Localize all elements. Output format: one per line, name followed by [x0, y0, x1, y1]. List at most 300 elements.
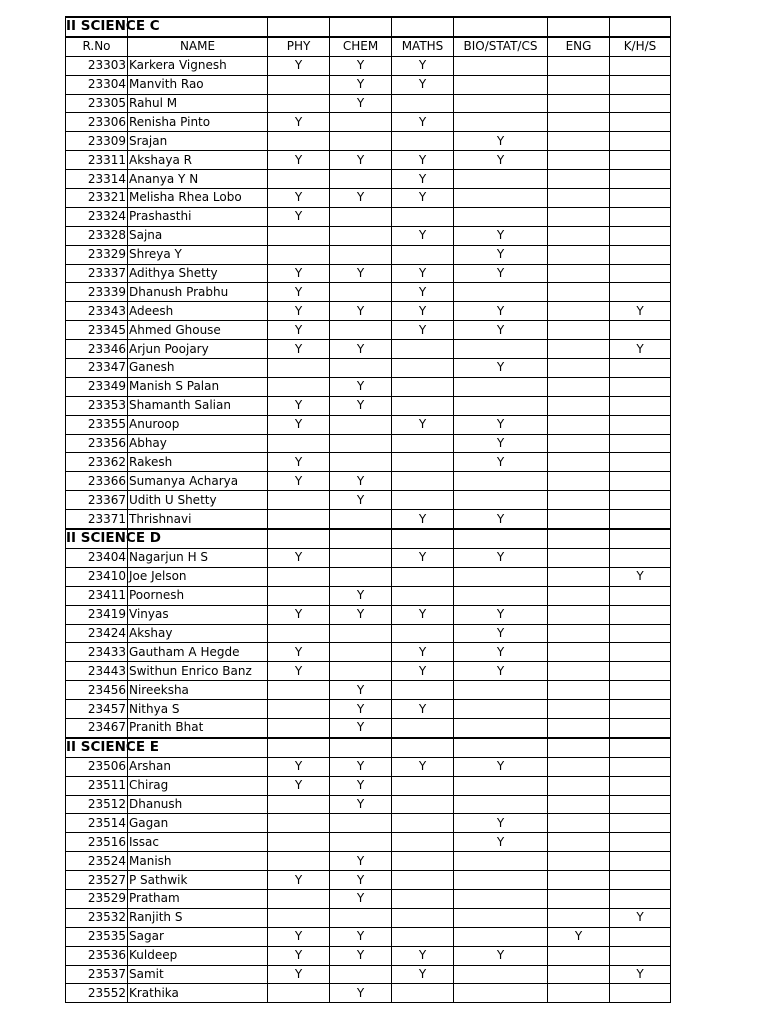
subject-mark: Y	[268, 321, 330, 340]
student-name: Sumanya Acharya	[128, 472, 268, 491]
subject-mark: Y	[610, 340, 671, 359]
roll-number: 23314	[66, 170, 128, 189]
subject-mark: Y	[268, 207, 330, 226]
subject-mark: Y	[454, 321, 548, 340]
subject-mark: Y	[330, 264, 392, 283]
roll-number: 23329	[66, 245, 128, 264]
subject-mark	[454, 207, 548, 226]
student-name: Melisha Rhea Lobo	[128, 189, 268, 208]
subject-mark	[610, 453, 671, 472]
subject-mark	[392, 927, 454, 946]
student-row	[66, 396, 671, 415]
roll-number: 23362	[66, 453, 128, 472]
roll-number: 23506	[66, 757, 128, 776]
student-row	[66, 510, 671, 529]
roll-number: 23366	[66, 472, 128, 491]
subject-mark: Y	[392, 946, 454, 965]
subject-mark: Y	[330, 472, 392, 491]
student-name: Srajan	[128, 132, 268, 151]
subject-mark	[330, 207, 392, 226]
subject-mark: Y	[454, 245, 548, 264]
subject-mark	[610, 662, 671, 681]
subject-mark	[548, 340, 610, 359]
subject-mark: Y	[392, 151, 454, 170]
subject-mark	[268, 170, 330, 189]
subject-selection-sheet	[65, 16, 671, 1003]
subject-mark	[610, 814, 671, 833]
subject-mark: Y	[268, 340, 330, 359]
subject-mark	[548, 302, 610, 321]
roll-number: 23424	[66, 624, 128, 643]
subject-mark	[330, 415, 392, 434]
subject-mark: Y	[454, 605, 548, 624]
subject-mark	[548, 757, 610, 776]
student-row	[66, 434, 671, 453]
subject-mark: Y	[392, 283, 454, 302]
roll-number: 23433	[66, 643, 128, 662]
subject-mark: Y	[610, 302, 671, 321]
student-row	[66, 113, 671, 132]
empty-cell	[548, 17, 610, 37]
subject-mark	[548, 889, 610, 908]
student-name: Rahul M	[128, 94, 268, 113]
subject-mark: Y	[392, 415, 454, 434]
subject-mark	[392, 453, 454, 472]
subject-mark: Y	[268, 264, 330, 283]
subject-mark	[330, 132, 392, 151]
subject-mark: Y	[454, 510, 548, 529]
subject-mark: Y	[330, 889, 392, 908]
subject-mark	[548, 681, 610, 700]
subject-mark	[268, 624, 330, 643]
subject-mark: Y	[330, 302, 392, 321]
student-row	[66, 283, 671, 302]
subject-mark	[454, 927, 548, 946]
subject-mark	[268, 718, 330, 737]
student-name: P Sathwik	[128, 871, 268, 890]
student-row	[66, 472, 671, 491]
student-name: Anuroop	[128, 415, 268, 434]
subject-mark	[548, 472, 610, 491]
subject-mark	[548, 908, 610, 927]
roll-number: 23356	[66, 434, 128, 453]
student-name: Arshan	[128, 757, 268, 776]
roll-number: 23304	[66, 75, 128, 94]
subject-mark: Y	[268, 643, 330, 662]
subject-mark: Y	[268, 151, 330, 170]
subject-mark	[610, 491, 671, 510]
student-row	[66, 946, 671, 965]
subject-mark	[454, 700, 548, 719]
roll-number: 23419	[66, 605, 128, 624]
subject-mark	[610, 700, 671, 719]
subject-mark	[548, 662, 610, 681]
subject-mark	[392, 94, 454, 113]
subject-mark	[454, 852, 548, 871]
student-name: Swithun Enrico Banz	[128, 662, 268, 681]
student-name: Abhay	[128, 434, 268, 453]
subject-mark: Y	[268, 605, 330, 624]
subject-mark	[548, 359, 610, 378]
subject-mark: Y	[392, 643, 454, 662]
subject-mark	[392, 340, 454, 359]
subject-mark: Y	[392, 302, 454, 321]
student-name: Akshaya R	[128, 151, 268, 170]
subject-mark	[392, 377, 454, 396]
subject-mark	[548, 491, 610, 510]
subject-mark: Y	[330, 396, 392, 415]
roll-number: 23347	[66, 359, 128, 378]
subject-mark: Y	[330, 681, 392, 700]
subject-mark	[548, 852, 610, 871]
subject-mark	[392, 624, 454, 643]
subject-mark	[610, 226, 671, 245]
subject-mark: Y	[454, 302, 548, 321]
student-row	[66, 624, 671, 643]
student-name: Vinyas	[128, 605, 268, 624]
subject-mark	[454, 567, 548, 586]
subject-mark	[548, 871, 610, 890]
subject-mark	[330, 359, 392, 378]
section-title-row	[66, 17, 671, 37]
student-name: Manish	[128, 852, 268, 871]
subject-mark: Y	[268, 56, 330, 75]
subject-mark	[548, 605, 610, 624]
subject-mark: Y	[330, 700, 392, 719]
subject-mark	[548, 321, 610, 340]
student-name: Rakesh	[128, 453, 268, 472]
subject-mark	[610, 151, 671, 170]
student-row	[66, 548, 671, 567]
subject-mark	[610, 264, 671, 283]
subject-mark	[454, 56, 548, 75]
empty-cell	[548, 529, 610, 548]
subject-mark: Y	[392, 700, 454, 719]
subject-mark	[268, 245, 330, 264]
student-name: Adithya Shetty	[128, 264, 268, 283]
subject-mark: Y	[392, 757, 454, 776]
subject-mark: Y	[454, 132, 548, 151]
student-row	[66, 662, 671, 681]
empty-cell	[268, 738, 330, 757]
subject-mark	[610, 245, 671, 264]
subject-mark	[548, 965, 610, 984]
section-title: II SCIENCE C	[66, 17, 128, 37]
subject-mark	[268, 852, 330, 871]
subject-mark	[610, 984, 671, 1003]
subject-mark	[548, 643, 610, 662]
roll-number: 23457	[66, 700, 128, 719]
subject-mark	[548, 814, 610, 833]
subject-mark	[392, 491, 454, 510]
subject-mark	[330, 814, 392, 833]
subject-mark	[610, 795, 671, 814]
subject-mark: Y	[454, 814, 548, 833]
subject-mark: Y	[392, 189, 454, 208]
subject-mark	[454, 984, 548, 1003]
student-row	[66, 189, 671, 208]
roll-number: 23514	[66, 814, 128, 833]
subject-mark	[610, 946, 671, 965]
student-name: Manvith Rao	[128, 75, 268, 94]
subject-mark	[330, 453, 392, 472]
student-row	[66, 151, 671, 170]
student-row	[66, 415, 671, 434]
subject-mark: Y	[268, 757, 330, 776]
subject-mark: Y	[268, 548, 330, 567]
student-row	[66, 852, 671, 871]
subject-mark	[330, 510, 392, 529]
subject-mark	[392, 889, 454, 908]
student-name: Gautham A Hegde	[128, 643, 268, 662]
roll-number: 23306	[66, 113, 128, 132]
subject-mark	[268, 700, 330, 719]
subject-mark	[548, 434, 610, 453]
subject-mark: Y	[330, 757, 392, 776]
student-row	[66, 984, 671, 1003]
subject-mark	[330, 833, 392, 852]
subject-mark	[610, 189, 671, 208]
column-header-row	[66, 37, 671, 56]
subject-mark	[610, 434, 671, 453]
subject-mark	[610, 605, 671, 624]
subject-mark	[392, 833, 454, 852]
subject-mark: Y	[454, 434, 548, 453]
roll-number: 23467	[66, 718, 128, 737]
subject-mark	[610, 113, 671, 132]
subject-mark	[610, 359, 671, 378]
subject-mark	[330, 226, 392, 245]
column-header: ENG	[548, 37, 610, 56]
subject-mark	[548, 946, 610, 965]
subject-mark: Y	[330, 871, 392, 890]
roll-number: 23511	[66, 776, 128, 795]
student-row	[66, 245, 671, 264]
subject-mark: Y	[392, 321, 454, 340]
subject-mark: Y	[268, 453, 330, 472]
subject-mark: Y	[268, 946, 330, 965]
subject-mark	[548, 396, 610, 415]
subject-mark	[548, 510, 610, 529]
column-header: PHY	[268, 37, 330, 56]
student-name: Nithya S	[128, 700, 268, 719]
subject-mark: Y	[268, 396, 330, 415]
empty-cell	[392, 529, 454, 548]
student-row	[66, 302, 671, 321]
subject-mark	[610, 776, 671, 795]
student-name: Joe Jelson	[128, 567, 268, 586]
subject-mark	[454, 491, 548, 510]
student-row	[66, 776, 671, 795]
roll-number: 23552	[66, 984, 128, 1003]
student-row	[66, 377, 671, 396]
student-row	[66, 207, 671, 226]
roll-number: 23411	[66, 586, 128, 605]
subject-mark: Y	[330, 56, 392, 75]
subject-mark	[548, 624, 610, 643]
subject-mark: Y	[330, 795, 392, 814]
roll-number: 23355	[66, 415, 128, 434]
subject-mark	[392, 814, 454, 833]
subject-mark	[454, 908, 548, 927]
subject-mark: Y	[330, 776, 392, 795]
roll-number: 23311	[66, 151, 128, 170]
subject-mark: Y	[610, 908, 671, 927]
empty-cell	[268, 17, 330, 37]
student-row	[66, 965, 671, 984]
subject-mark	[610, 927, 671, 946]
subject-mark	[454, 94, 548, 113]
subject-mark	[548, 415, 610, 434]
subject-mark: Y	[454, 226, 548, 245]
student-row	[66, 927, 671, 946]
subject-mark	[548, 226, 610, 245]
subject-mark	[610, 681, 671, 700]
subject-mark: Y	[454, 833, 548, 852]
student-row	[66, 75, 671, 94]
subject-mark	[548, 548, 610, 567]
empty-cell	[610, 17, 671, 37]
subject-mark	[610, 586, 671, 605]
roll-number: 23532	[66, 908, 128, 927]
subject-mark	[454, 871, 548, 890]
empty-cell	[610, 738, 671, 757]
student-row	[66, 814, 671, 833]
subject-mark	[610, 510, 671, 529]
subject-mark: Y	[392, 75, 454, 94]
student-row	[66, 359, 671, 378]
section-title-row	[66, 738, 671, 757]
student-name: Arjun Poojary	[128, 340, 268, 359]
subject-mark: Y	[454, 359, 548, 378]
subject-mark	[392, 567, 454, 586]
student-name: Nireeksha	[128, 681, 268, 700]
subject-mark: Y	[454, 453, 548, 472]
subject-mark	[330, 548, 392, 567]
subject-mark	[454, 75, 548, 94]
subject-mark	[610, 75, 671, 94]
subject-mark	[610, 132, 671, 151]
roll-number: 23404	[66, 548, 128, 567]
empty-cell	[330, 529, 392, 548]
subject-mark	[392, 472, 454, 491]
subject-mark	[454, 718, 548, 737]
subject-mark	[330, 965, 392, 984]
student-row	[66, 453, 671, 472]
roll-number: 23346	[66, 340, 128, 359]
subject-mark	[330, 113, 392, 132]
subject-mark: Y	[392, 965, 454, 984]
student-row	[66, 226, 671, 245]
student-row	[66, 132, 671, 151]
subject-mark	[610, 472, 671, 491]
subject-mark: Y	[610, 567, 671, 586]
column-header: MATHS	[392, 37, 454, 56]
student-name: Sajna	[128, 226, 268, 245]
section-title: II SCIENCE E	[66, 739, 159, 756]
subject-mark: Y	[330, 718, 392, 737]
subject-mark	[454, 776, 548, 795]
subject-mark: Y	[268, 927, 330, 946]
subject-mark	[268, 510, 330, 529]
student-row	[66, 681, 671, 700]
student-row	[66, 757, 671, 776]
subject-mark: Y	[330, 927, 392, 946]
roll-number: 23321	[66, 189, 128, 208]
subject-mark: Y	[454, 662, 548, 681]
subject-mark	[392, 871, 454, 890]
student-name: Karkera Vignesh	[128, 56, 268, 75]
subject-mark	[610, 718, 671, 737]
subject-mark	[454, 377, 548, 396]
student-row	[66, 605, 671, 624]
subject-mark	[454, 340, 548, 359]
subject-mark: Y	[330, 852, 392, 871]
student-name: Pratham	[128, 889, 268, 908]
student-row	[66, 170, 671, 189]
subject-mark: Y	[330, 491, 392, 510]
student-name: Renisha Pinto	[128, 113, 268, 132]
student-row	[66, 321, 671, 340]
student-row	[66, 795, 671, 814]
subject-mark	[548, 151, 610, 170]
subject-mark	[548, 453, 610, 472]
subject-mark	[548, 718, 610, 737]
subject-mark: Y	[392, 170, 454, 189]
subject-mark: Y	[268, 283, 330, 302]
roll-number: 23349	[66, 377, 128, 396]
roll-number: 23339	[66, 283, 128, 302]
roll-number: 23345	[66, 321, 128, 340]
subject-mark	[454, 170, 548, 189]
subject-mark: Y	[330, 75, 392, 94]
subject-mark: Y	[454, 946, 548, 965]
subject-mark	[268, 889, 330, 908]
student-row	[66, 908, 671, 927]
roll-number: 23324	[66, 207, 128, 226]
student-name: Manish S Palan	[128, 377, 268, 396]
student-row	[66, 56, 671, 75]
subject-mark	[454, 889, 548, 908]
roll-number: 23309	[66, 132, 128, 151]
subject-mark	[392, 396, 454, 415]
student-name: Samit	[128, 965, 268, 984]
student-name: Issac	[128, 833, 268, 852]
subject-mark	[454, 586, 548, 605]
roll-number: 23537	[66, 965, 128, 984]
subject-mark: Y	[454, 264, 548, 283]
subject-mark	[548, 207, 610, 226]
roll-number: 23337	[66, 264, 128, 283]
empty-cell	[392, 17, 454, 37]
subject-mark: Y	[392, 56, 454, 75]
subject-mark: Y	[454, 643, 548, 662]
empty-cell	[548, 738, 610, 757]
subject-mark	[548, 170, 610, 189]
subject-mark: Y	[330, 340, 392, 359]
column-header: K/H/S	[610, 37, 671, 56]
subject-mark	[268, 984, 330, 1003]
student-name: Ananya Y N	[128, 170, 268, 189]
student-name: Udith U Shetty	[128, 491, 268, 510]
subject-mark	[330, 908, 392, 927]
subject-mark: Y	[454, 624, 548, 643]
roll-number: 23512	[66, 795, 128, 814]
subject-mark	[454, 113, 548, 132]
subject-mark: Y	[454, 151, 548, 170]
subject-mark	[330, 170, 392, 189]
subject-mark	[610, 56, 671, 75]
